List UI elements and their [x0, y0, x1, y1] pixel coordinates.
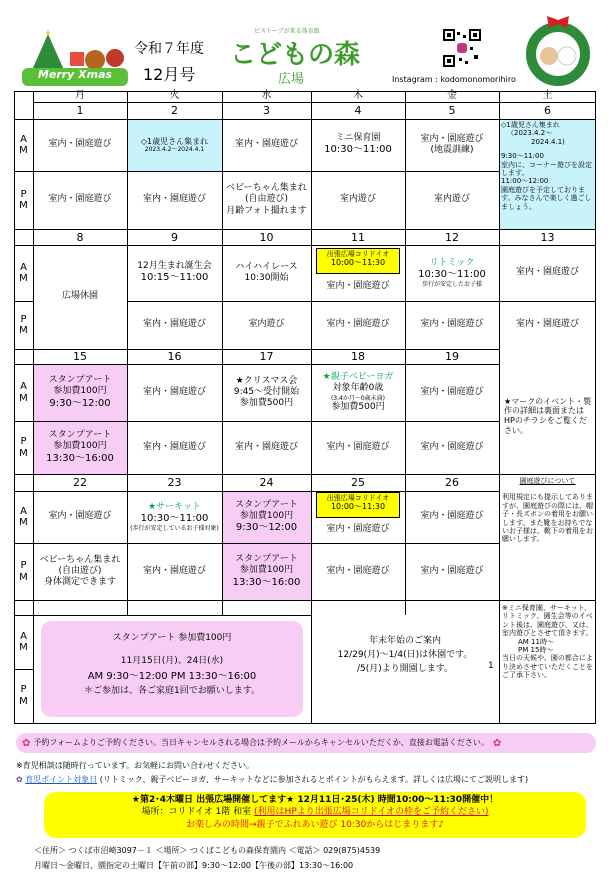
event-cell: 室内・園庭遊び: [142, 441, 206, 452]
am-label: A M: [19, 505, 28, 528]
calendar-grid: [14, 91, 596, 724]
event-cell: 室内・園庭遊び: [48, 139, 112, 150]
date-19: 19: [445, 350, 459, 363]
month-label: 12月号: [143, 65, 196, 84]
event-cell: 室内・園庭遊び: [420, 565, 484, 576]
date-1: 1: [76, 104, 84, 117]
event-cell: ベビーちゃん集まれ (自由遊び) 身体測定できます: [39, 554, 121, 588]
event-cell: ハイハイレース 10:30開始: [235, 261, 298, 283]
pm-label: P M: [19, 436, 28, 459]
event-cell: 室内・園庭遊び: [515, 267, 579, 278]
year-label: 令和７年度: [134, 41, 204, 57]
event-cell: 室内遊び: [339, 194, 376, 205]
pm-label: P M: [19, 684, 28, 707]
date-24: 24: [259, 476, 274, 489]
stamp-art-box: スタンプアート 参加費100円 11月15日(月)、24日(水) AM 9:30～12:00 PM 13:30～16:00 ＊ご参加は、各ご家庭1回でお願いします。: [41, 621, 303, 717]
point-note: ✿ 育児ポイント対象日 (リトミック、親子ベビーヨガ、サーキットなどに参加されるとポイントがもらえます。詳しくは広場にてご説明します): [16, 775, 529, 784]
event-cell: 室内・園庭遊び (地震訓練): [420, 133, 484, 155]
date-13: 13: [540, 230, 555, 244]
consultation-note: ※育児相談は随時行っています。お気軽にお問い合わせください。: [16, 761, 255, 770]
new-year-footnote: 1: [488, 661, 494, 671]
event-cell: 室内・園庭遊び: [326, 565, 390, 576]
date-4: 4: [354, 104, 362, 117]
event-cell: ベビーちゃん集まれ (自由遊び) 月齢フォト撮れます: [226, 183, 307, 216]
event-cell: スタンプアート 参加費100円 13:30～16:00: [232, 554, 301, 588]
date-23: 23: [167, 476, 182, 489]
date-18: 18: [351, 350, 365, 363]
closed-day: 広場休園: [61, 291, 98, 302]
date-16: 16: [167, 350, 182, 363]
weekday-tue: 火: [169, 90, 180, 102]
date-6: 6: [544, 104, 551, 117]
outreach-banner: ★第2･4木曜日 出張広場開催してます★ 12月11日･25(木) 時間10:00～11:30開催中！ 場所：コリドイオ 1階 和室 (利用はHPより出張広場コリドイオの枠をご予約ください) お楽しみの時間→親子でふれあい遊び 10:30からはじまります♪: [44, 792, 586, 838]
instagram-handle: Instagram : kodomonomorihiro: [392, 75, 516, 84]
event-cell: 室内遊び: [433, 194, 470, 205]
garden-play-note: 園庭遊びについて 利用規定にも提示してありますが、園庭遊びの際には、帽子・長ズボンの着用をお願いします。また靴をお持ちでないお子様は、靴下の着用をお願いします。: [502, 477, 593, 544]
am-label: A M: [19, 630, 28, 653]
date-25: 25: [351, 476, 365, 489]
date-12: 12: [445, 230, 459, 244]
event-cell: 室内・園庭遊び: [420, 319, 484, 330]
flower-icon: ✿: [492, 737, 502, 749]
logo-title: こどもの森: [230, 40, 361, 70]
logo-subtitle: 広場: [278, 72, 305, 87]
xmas-text: Merry Xmas: [37, 68, 113, 81]
reservation-text: 予約フォームよりご予約ください。当日キャンセルされる場合は予約メールからキャンセルいただくか、直接お電話ください。: [33, 738, 489, 748]
address-line: ＜住所＞ つくば市沼崎3097－１ ＜場所＞ つくばこどもの森保育園内 ＜電話＞ 029(875)4539: [34, 846, 381, 855]
event-cell: 室内・園庭遊び: [142, 319, 206, 330]
weekday-wed: 水: [261, 90, 272, 102]
event-cell: ◇1歳児さん集まれ 2023.4.2～2024.4.1: [140, 136, 209, 154]
event-garden-note: ※ミニ保育園、サーキット、リトミック、園生会等のイベント後は、園庭遊び、又は、室内遊びとさせて頂きます。 AM 11時～ PM 15時～ 当日の天候や、園の都合により決めさせていただくことをご了承下さい。: [502, 604, 593, 680]
event-cell: 室内・園庭遊び: [515, 319, 579, 330]
weekday-thu: 木: [353, 90, 363, 102]
event-cell: 室内・園庭遊び: [142, 565, 206, 576]
am-label: A M: [19, 261, 28, 284]
logo-tagline: ビストーブが来る体育館: [254, 28, 320, 35]
flower-icon: ✿: [22, 737, 31, 749]
event-cell: 室内・園庭遊び: [326, 319, 390, 330]
point-link[interactable]: 育児ポイント対象日: [25, 775, 98, 784]
event-cell: 室内・園庭遊び: [142, 386, 206, 397]
event-cell: 室内・園庭遊び: [326, 441, 390, 452]
event-cell: 12月生まれ誕生会 10:15～11:00: [137, 261, 212, 284]
date-8: 8: [76, 230, 84, 244]
event-cell: スタンプアート 参加費100円 9:30～12:00: [235, 499, 298, 533]
date-15: 15: [73, 350, 87, 363]
date-22: 22: [73, 476, 87, 489]
wreath-decoration: [525, 14, 591, 86]
outreach-tag: 出張広場コリドイオ 10:00～11:30: [316, 248, 400, 274]
am-label: A M: [19, 381, 28, 404]
pm-label: P M: [19, 560, 28, 583]
date-3: 3: [263, 104, 270, 117]
date-10: 10: [259, 230, 274, 244]
event-cell: 室内遊び: [248, 319, 285, 330]
event-cell: 室内・園庭遊び: [326, 281, 390, 292]
new-year-notice: 年末年始のご案内 12/29(月)～1/4(日)は休園です。 /5(月)より開園します。: [337, 636, 473, 674]
event-cell: 室内・園庭遊び: [142, 194, 206, 205]
event-cell: リトミック 10:30～11:00 歩行が安定したお子様: [418, 257, 486, 289]
logo: [224, 24, 364, 87]
event-cell: 室内・園庭遊び: [420, 441, 484, 452]
pm-label: P M: [19, 188, 28, 211]
event-cell: スタンプアート 参加費100円 13:30～16:00: [46, 430, 114, 464]
date-11: 11: [351, 230, 365, 244]
date-5: 5: [448, 104, 456, 117]
saturday-note: ◇1歳児さん集まれ （2023.4.2～ 2024.4.1) 9:30～11:00 室内に、コーナー遊びを設定します。 11:00～12:00 園庭遊びを予定しております。みなさんで楽しく過ごしましょう。: [501, 121, 592, 211]
event-cell: 室内・園庭遊び: [48, 194, 112, 205]
event-cell: 室内・園庭遊び: [234, 139, 298, 150]
event-cell: ミニ保育園 10:30～11:00: [324, 133, 392, 156]
event-cell: ★クリスマス会 9:45～受付開始 参加費500円: [233, 375, 300, 409]
event-cell: 室内・園庭遊び: [420, 511, 484, 522]
date-2: 2: [171, 104, 178, 117]
weekday-fri: 金: [447, 90, 457, 102]
event-cell: 室内・園庭遊び: [326, 524, 390, 535]
flower-icon: ✿: [16, 775, 23, 784]
event-cell: ★サーキット 10:30～11:00 (歩行が安定しているお子様対象): [130, 501, 219, 533]
reservation-banner: [16, 733, 596, 753]
event-detail-note: ★マークのイベント・製作の詳細は裏面またはHPのチラシをご覧ください。: [504, 396, 592, 435]
am-label: A M: [19, 133, 28, 156]
date-26: 26: [445, 476, 459, 489]
outreach-tag: 出張広場コリドイオ 10:00～11:30: [316, 492, 400, 518]
weekday-sat: 土: [542, 90, 553, 102]
date-17: 17: [259, 350, 274, 363]
event-cell: 室内・園庭遊び: [420, 386, 484, 397]
weekday-mon: 月: [75, 90, 85, 102]
event-cell: ★親子ベビーヨガ 対象年齢0歳 (3,4か月～0歳未満) 参加費500円: [322, 372, 394, 412]
pm-label: P M: [19, 313, 28, 336]
event-cell: 室内・園庭遊び: [48, 511, 112, 522]
qr-code: [443, 29, 481, 67]
hours-line: 月曜日～金曜日、園指定の土曜日【午前の部】9:30～12:00【午後の部】13:30～16:00: [34, 861, 354, 870]
event-cell: スタンプアート 参加費100円 9:30～12:00: [48, 375, 112, 409]
event-cell: 室内・園庭遊び: [234, 441, 298, 452]
date-9: 9: [171, 230, 178, 244]
